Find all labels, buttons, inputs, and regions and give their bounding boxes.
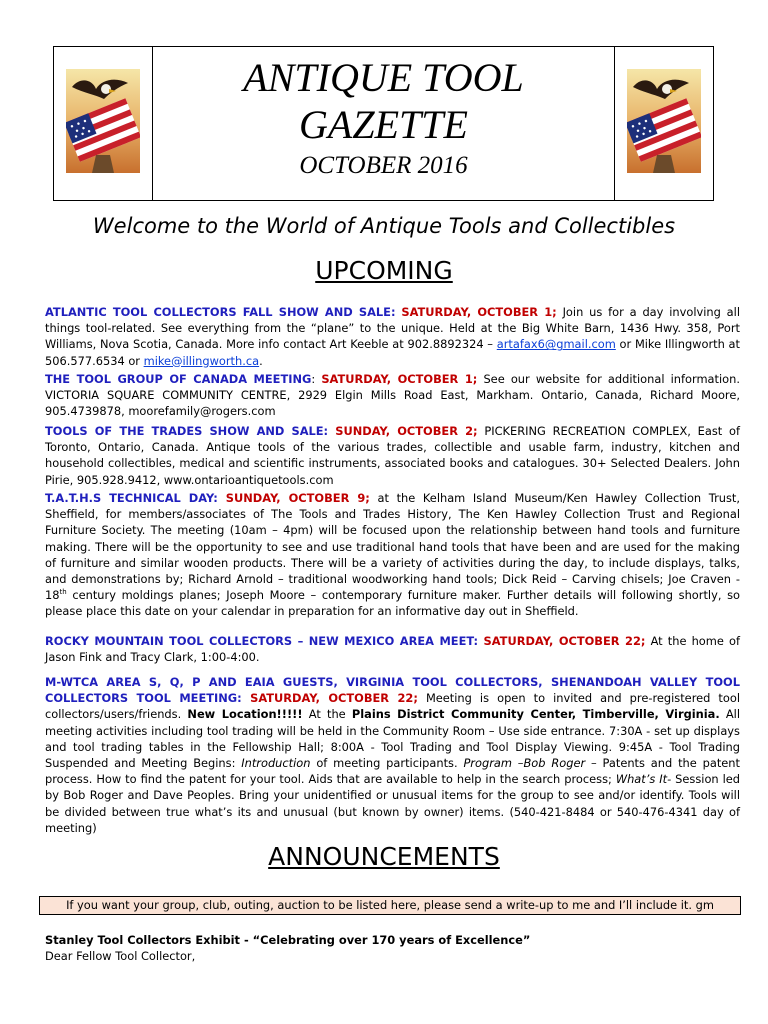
- event-description-cont: At the: [302, 707, 352, 722]
- gazette-title-line2: GAZETTE: [299, 102, 468, 147]
- event-tool-group-canada: [45, 371, 740, 420]
- event-tools-of-trades: [45, 423, 740, 488]
- eagle-flag-emblem-icon: [627, 69, 701, 173]
- event-description-end: .: [259, 353, 263, 368]
- event-description: At the home of Jason Fink and Tracy Clark, 1:00-4:00.: [45, 634, 740, 665]
- event-description: PICKERING RECREATION COMPLEX, East of Toronto, Ontario, Canada. Antique tools of the various trades, collectible and usable farm, industry, kitchen and household collectibles, medical and scientific instruments, associated books and catalogues. 30+ Selected Dealers. John Pirie, 905.928.9412, www.ontarioantiquetools.com: [45, 424, 740, 487]
- event-title: ATLANTIC TOOL COLLECTORS FALL SHOW AND SALE:: [45, 305, 396, 319]
- gazette-title-line1: ANTIQUE TOOL: [243, 55, 524, 100]
- event-title: TOOLS OF THE TRADES SHOW AND SALE:: [45, 424, 329, 438]
- masthead-right-cell: [614, 47, 713, 200]
- event-rocky-mountain: [45, 633, 740, 665]
- event-description-cont: century moldings planes; Joseph Moore – contemporary furniture maker. Further details will following shortly, so please place this date on your calendar in preparation for an informative day out in Sheffield.: [45, 588, 740, 619]
- event-title: T.A.T.H.S TECHNICAL DAY:: [45, 491, 218, 505]
- event-venue: Plains District Community Center, Timberville, Virginia.: [351, 707, 720, 722]
- issue-date: OCTOBER 2016: [299, 152, 468, 179]
- event-title: ROCKY MOUNTAIN TOOL COLLECTORS – NEW MEXICO AREA MEET:: [45, 634, 479, 648]
- whats-it-label: What’s It-: [615, 772, 672, 787]
- email-link-illingworth[interactable]: mike@illingworth.ca: [143, 353, 260, 368]
- event-date: SATURDAY, OCTOBER 1;: [321, 372, 478, 386]
- ordinal-suffix: th: [59, 588, 67, 597]
- eagle-flag-emblem-icon: [66, 69, 140, 173]
- event-atlantic-show: [45, 304, 740, 369]
- event-date: SUNDAY, OCTOBER 2;: [328, 424, 478, 438]
- event-program-text: Patents and the patent process. How to find the patent for your tool. Aids that are available to help in the search process;: [45, 756, 740, 787]
- event-title: THE TOOL GROUP OF CANADA MEETING: [45, 372, 312, 386]
- event-taths-technical-day: [45, 490, 740, 620]
- letter-salutation: Dear Fellow Tool Collector,: [45, 949, 196, 963]
- event-description: at the Kelham Island Museum/Ken Hawley Collection Trust, Sheffield, for members/associates of The Tools and Trades History, The Ken Hawley Collection Trust and Regional Furniture Society. The meeting (10am – 4pm) will be focused upon the relationship between hand tools and furniture making. There will be the opportunity to see and use traditional hand tools that have been and are used for the making of furniture and similar wooden products. There will be a variety of activities during the day, to include displays, talks, and demonstrations by; Richard Arnold – traditional woodworking hand tools; Dick Reid – Carving chisels; Joe Craven - 18: [45, 491, 740, 603]
- upcoming-heading: UPCOMING: [315, 256, 453, 285]
- masthead-left-cell: [54, 47, 153, 200]
- event-description: Meeting is open to invited and pre-registered tool collectors/users/friends.: [45, 691, 741, 722]
- event-description-cont: or Mike Illingworth at 506.577.6534 or: [45, 337, 741, 368]
- welcome-tagline: Welcome to the World of Antique Tools and Collectibles: [92, 214, 676, 238]
- masthead-title-block: [153, 47, 614, 200]
- event-description: Join us for a day involving all things tool-related. See everything from the “plane” to the unique. Held at the Big White Barn, 1436 Hwy. 358, Port Williams, Nova Scotia, Canada. More info contact Art Keeble at 902.8892324 –: [45, 305, 740, 352]
- submission-callout: If you want your group, club, outing, auction to be listed here, please send a write-up to me and I’ll include it. gm: [39, 896, 741, 915]
- event-mwtca-meeting: [45, 674, 740, 836]
- event-schedule: All meeting activities including tool trading will be held in the Community Room – Use side entrance. 7:30A - set up displays and tool trading tables in the Fellowship Hall; 8:00A - Tool Trading and Tool Display Viewing. 9:45A - Tool Trading Suspended and Meeting Begins:: [45, 707, 740, 771]
- event-description: See our website for additional information. VICTORIA SQUARE COMMUNITY CENTRE, 2929 Elgin Mills Road East, Markham. Ontario, Canada, Richard Moore, 905.4739878, moorefamily@rogers.com: [45, 372, 740, 419]
- event-title: M-WTCA AREA S, Q, P AND EAIA GUESTS, VIRGINIA TOOL COLLECTORS, SHENANDOAH VALLEY TOOL COLLECTORS TOOL MEETING:: [45, 675, 740, 706]
- program-label: Program –Bob Roger –: [463, 756, 597, 771]
- masthead: [53, 46, 714, 201]
- introduction-label: Introduction: [241, 756, 311, 771]
- email-link-artafax[interactable]: artafax6@gmail.com: [496, 337, 616, 352]
- event-date: SUNDAY, OCTOBER 9;: [217, 491, 370, 505]
- event-colon: :: [311, 372, 322, 386]
- event-whats-it-text: Session led by Bob Roger and Dave Peoples. Bring your unidentified or unusual items for the group to see and/or identify. Tools will be divided between true what’s its and unusual (but known by owner) items. (540-421-8484 or 540-476-4341 day of meeting): [45, 772, 740, 835]
- event-date: SATURDAY, OCTOBER 22;: [478, 634, 646, 648]
- new-location-notice: New Location!!!!!: [187, 707, 303, 722]
- exhibit-heading: Stanley Tool Collectors Exhibit - “Celebrating over 170 years of Excellence”: [45, 933, 531, 947]
- event-schedule-cont: of meeting participants.: [310, 756, 464, 771]
- event-date: SATURDAY, OCTOBER 22;: [241, 691, 418, 706]
- event-date: SATURDAY, OCTOBER 1;: [401, 305, 557, 319]
- announcements-heading: ANNOUNCEMENTS: [268, 842, 500, 871]
